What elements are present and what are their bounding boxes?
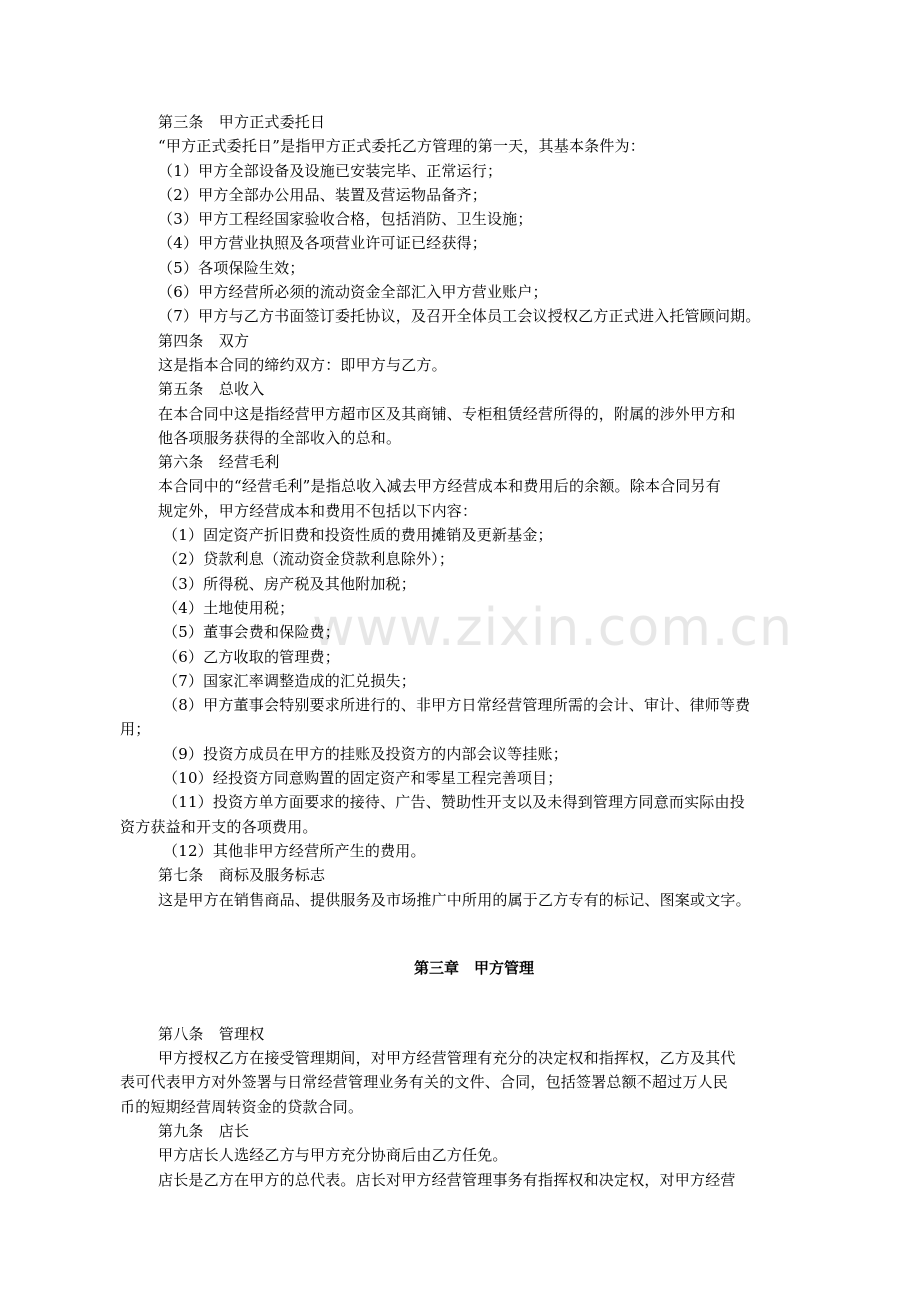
article-8-body-line-2: 表可代表甲方对外签署与日常经营管理业务有关的文件、合同，包括签署总额不超过万人民 — [120, 1073, 729, 1092]
article-6-item-9: （9）投资方成员在甲方的挂账及投资方的内部会议等挂账； — [163, 744, 568, 763]
article-9-title: 第九条 店长 — [158, 1121, 250, 1140]
article-6-body-line-1: 本合同中的“经营毛利”是指总收入减去甲方经营成本和费用后的余额。除本合同另有 — [158, 477, 721, 496]
article-4-block — [158, 329, 790, 378]
article-6-item-6: （6）乙方收取的管理费； — [163, 647, 340, 666]
article-6-item-10: （10）经投资方同意购置的固定资产和零星工程完善项目； — [163, 769, 563, 788]
article-3-item-3: （3）甲方工程经国家验收合格，包括消防、卫生设施； — [158, 210, 533, 229]
article-6-item-11-line-1: （11）投资方单方面要求的接待、广告、赞助性开支以及未得到管理方同意而实际由投 — [163, 793, 745, 812]
article-9-block — [158, 1119, 790, 1192]
article-6-item-2: （2）贷款利息（流动资金贷款利息除外）； — [163, 550, 455, 569]
article-3-item-7: （7）甲方与乙方书面签订委托协议，及召开全体员工会议授权乙方正式进入托管顾问期。 — [158, 307, 761, 326]
article-3-block — [158, 110, 790, 329]
article-9-body-line-2: 店长是乙方在甲方的总代表。店长对甲方经营管理事务有指挥权和决定权，对甲方经营 — [158, 1170, 736, 1189]
article-3-title: 第三条 甲方正式委托日 — [158, 113, 326, 131]
article-6-item-1: （1）固定资产折旧费和投资性质的费用摊销及更新基金； — [163, 526, 553, 545]
article-6-item-5: （5）董事会费和保险费； — [163, 623, 340, 642]
article-4-title: 第四条 双方 — [158, 331, 250, 350]
article-5-body-line-1: 在本合同中这是指经营甲方超市区及其商铺、专柜租赁经营所得的，附属的涉外甲方和 — [158, 404, 736, 423]
article-7-block — [158, 863, 790, 912]
article-8-block — [120, 1022, 790, 1119]
article-6-item-3: （3）所得税、房产税及其他附加税； — [163, 574, 416, 593]
article-3-item-4: （4）甲方营业执照及各项营业许可证已经获得； — [158, 234, 487, 253]
article-6-item-4: （4）土地使用税； — [163, 598, 295, 617]
article-5-title: 第五条 总收入 — [158, 380, 265, 399]
article-3-item-6: （6）甲方经营所必须的流动资金全部汇入甲方营业账户； — [158, 283, 548, 302]
article-3-definition: “甲方正式委托日”是指甲方正式委托乙方管理的第一天，其基本条件为： — [158, 137, 645, 156]
article-8-body-line-1: 甲方授权乙方在接受管理期间，对甲方经营管理有充分的决定权和指挥权，乙方及其代 — [158, 1049, 736, 1068]
article-5-block — [158, 377, 790, 450]
watermark: www.zixin.com.cn — [312, 598, 793, 658]
article-3-item-5: （5）各项保险生效； — [158, 258, 305, 277]
chapter-title: 第三章 甲方管理 — [413, 958, 534, 977]
article-8-title: 第八条 管理权 — [158, 1024, 265, 1043]
article-7-title: 第七条 商标及服务标志 — [158, 866, 326, 885]
article-6-item-8-line-1: （8）甲方董事会特别要求所进行的、非甲方日常经营管理所需的会计、审计、律师等费 — [163, 696, 751, 715]
article-6-item-8-line-2: 用； — [120, 720, 151, 739]
article-3-item-2: （2）甲方全部办公用品、装置及营运物品备齐； — [158, 185, 487, 204]
article-3-item-1: （1）甲方全部设备及设施已安装完毕、正常运行； — [158, 161, 503, 180]
spacer — [158, 912, 790, 956]
article-5-body-line-2: 他各项服务获得的全部收入的总和。 — [158, 428, 402, 447]
spacer — [158, 980, 790, 1022]
document-body — [120, 110, 790, 1192]
article-6-item-12: （12）其他非甲方经营所产生的费用。 — [163, 841, 426, 860]
article-8-body-line-3: 币的短期经营周转资金的贷款合同。 — [120, 1097, 364, 1116]
article-6-body-line-2: 规定外，甲方经营成本和费用不包括以下内容： — [158, 501, 478, 520]
article-7-body: 这是甲方在销售商品、提供服务及市场推广中所用的属于乙方专有的标记、图案或文字。 — [158, 890, 751, 909]
article-6-title: 第六条 经营毛利 — [158, 453, 280, 472]
article-6-item-7: （7）国家汇率调整造成的汇兑损失； — [163, 671, 416, 690]
article-9-body-line-1: 甲方店长人选经乙方与甲方充分协商后由乙方任免。 — [158, 1146, 508, 1165]
article-6-item-11-line-2: 资方获益和开支的各项费用。 — [120, 817, 318, 836]
article-4-body: 这是指本合同的缔约双方：即甲方与乙方。 — [158, 355, 447, 374]
article-6-block — [120, 450, 790, 863]
